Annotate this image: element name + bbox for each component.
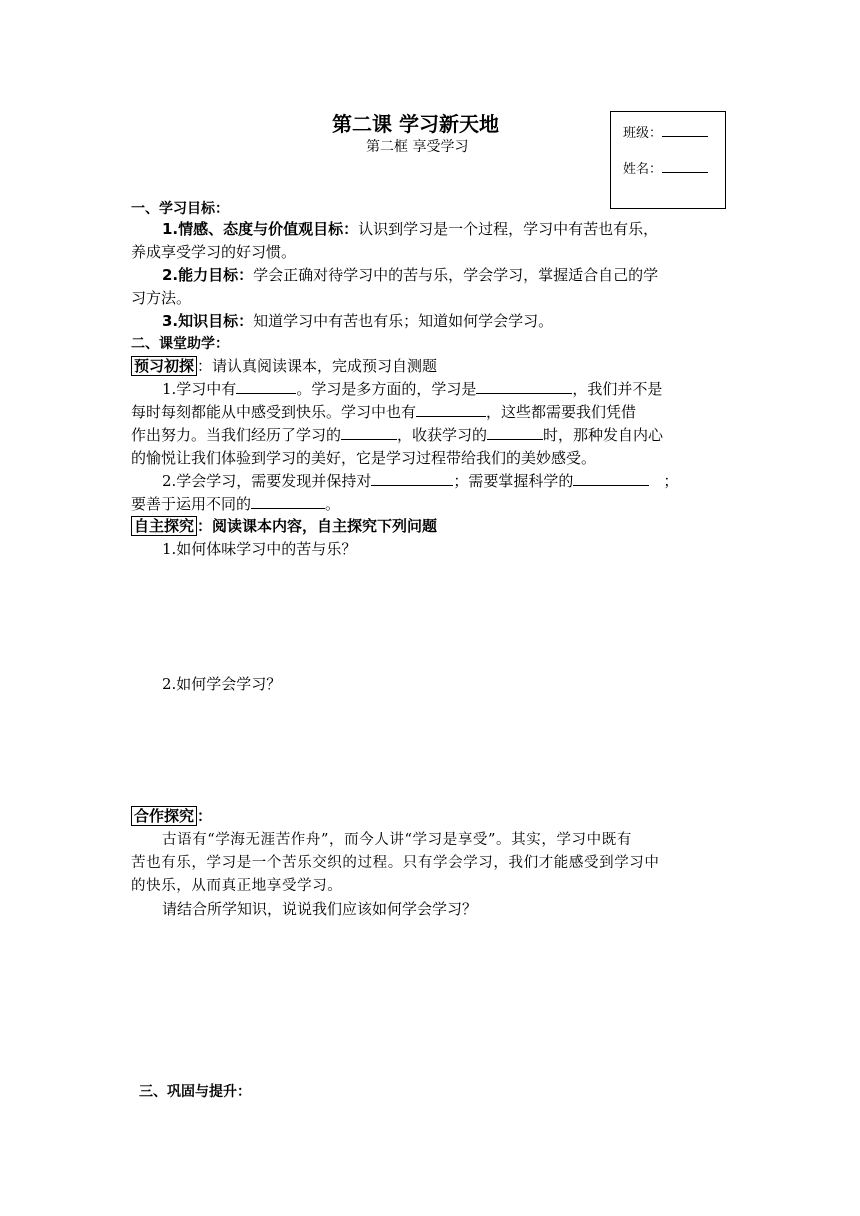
goal2-line1 [162, 264, 658, 287]
name-field [623, 158, 708, 177]
class-blank[interactable] [662, 124, 708, 137]
goal2-label: 2.能力目标： [162, 266, 254, 284]
coop-box-label: 合作探究 [131, 806, 197, 826]
explore-question-2: 2.如何学会学习？ [162, 675, 282, 693]
class-field [623, 122, 708, 141]
goal2-text-b: 习方法。 [131, 289, 192, 307]
section2-heading: 二、课堂助学： [131, 336, 229, 352]
q1-line2 [131, 401, 636, 424]
q2-blank-1[interactable] [371, 470, 453, 486]
explore-question-1: 1.如何体味学习中的苦与乐？ [162, 540, 357, 558]
goal3-label: 3.知识目标： [162, 312, 254, 330]
q1-blank-2[interactable] [476, 378, 572, 394]
coop-question: 请结合所学知识，说说我们应该如何学会学习？ [162, 900, 478, 918]
q1-blank-5[interactable] [487, 424, 543, 440]
section3-heading: 三、巩固与提升： [139, 1084, 251, 1100]
q2-text-d: 要善于运用不同的 [131, 495, 252, 513]
preview-intro: ：请认真阅读课本，完成预习自测题 [197, 357, 438, 375]
q1-text-f: 作出努力。当我们经历了学习的 [131, 426, 342, 444]
q1-blank-1[interactable] [236, 378, 296, 394]
preview-box-label: 预习初探 [131, 356, 197, 376]
q2-line1 [162, 470, 678, 493]
coop-text-a: 古语有“学海无涯苦作舟”，而今人讲“学习是享受”。其实，学习中既有 [162, 832, 632, 848]
q2-text-e: 。 [325, 495, 341, 513]
q1-text-i: 的愉悦让我们体验到学习的美好，它是学习过程带给我们的美妙感受。 [131, 449, 597, 467]
q1-blank-4[interactable] [341, 424, 397, 440]
q1-text-g: ，收获学习的 [397, 426, 488, 444]
q2-line2 [131, 493, 340, 516]
q1-text-a: 1.学习中有 [162, 380, 237, 398]
goal3-line [162, 310, 553, 333]
page-subtitle: 第二框 享受学习 [366, 139, 469, 155]
coop-colon: ： [197, 807, 213, 825]
coop-line [131, 805, 212, 828]
q2-blank-2[interactable] [573, 470, 649, 486]
q1-text-e: ，这些都需要我们凭借 [486, 403, 637, 421]
page-title: 第二课 学习新天地 [332, 112, 499, 136]
student-info-box [610, 111, 726, 209]
goal2-text-a: 学会正确对待学习中的苦与乐，学会学习，掌握适合自己的学 [253, 266, 659, 284]
q1-text-b: 。学习是多方面的，学习是 [296, 380, 477, 398]
q1-line3 [131, 424, 663, 447]
q2-text-b: ；需要掌握科学的 [453, 472, 574, 490]
explore-line [131, 515, 437, 538]
goal1-line1 [162, 218, 658, 241]
name-blank[interactable] [662, 160, 708, 173]
goal1-text-b: 养成享受学习的好习惯。 [131, 243, 297, 261]
class-label: 班级： [623, 126, 663, 141]
q1-text-h: 时，那种发自内心 [543, 426, 664, 444]
q1-text-c: ，我们并不是 [572, 380, 663, 398]
q1-blank-3[interactable] [416, 401, 486, 417]
explore-box-label: 自主探究 [131, 516, 197, 536]
goal3-text: 知道学习中有苦也有乐；知道如何学会学习。 [253, 312, 554, 330]
goal1-label: 1.情感、态度与价值观目标： [162, 220, 359, 238]
q2-text-c: ； [663, 472, 679, 490]
q1-text-d: 每时每刻都能从中感受到快乐。学习中也有 [131, 403, 417, 421]
coop-text-b: 苦也有乐，学习是一个苦乐交织的过程。只有学会学习，我们才能感受到学习中 [131, 855, 660, 871]
q2-blank-3[interactable] [251, 493, 325, 509]
explore-intro: ：阅读课本内容，自主探究下列问题 [197, 517, 438, 535]
q1-line1 [162, 378, 662, 401]
name-label: 姓名： [623, 162, 663, 177]
coop-text-c: 的快乐，从而真正地享受学习。 [131, 878, 343, 894]
preview-line [131, 355, 437, 378]
section1-heading: 一、学习目标： [131, 201, 229, 217]
q2-text-a: 2.学会学习，需要发现并保持对 [162, 472, 372, 490]
goal1-text-a: 认识到学习是一个过程，学习中有苦也有乐， [358, 220, 659, 238]
